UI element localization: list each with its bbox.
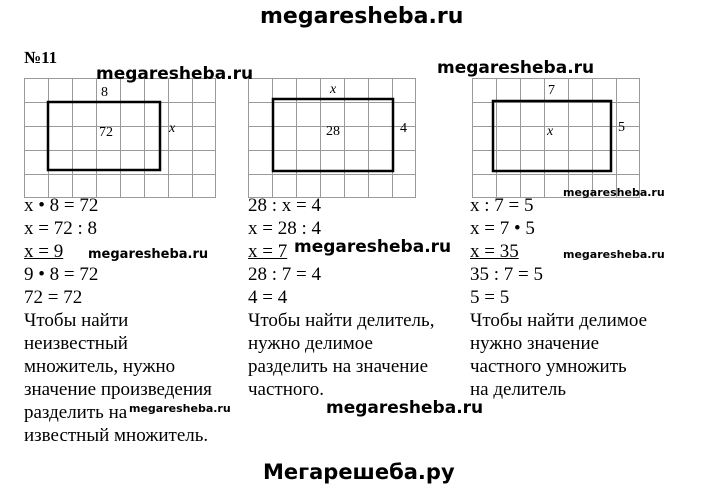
column-3 (470, 194, 647, 401)
answer-line: x = 9 (24, 241, 64, 262)
grid-figure-2 (248, 78, 416, 198)
column-2 (248, 194, 434, 401)
rule-line: множитель, нужно (24, 356, 176, 377)
grid-top-label: 8 (101, 85, 108, 100)
rule-line: Чтобы найти (24, 310, 129, 331)
rule-line: частного. (248, 379, 324, 400)
rule-line: Чтобы найти делимое (470, 310, 648, 331)
grid-side-label: 5 (618, 120, 625, 135)
equation-line: x • 8 = 72 (24, 195, 99, 216)
rule-line: нужно делимое (248, 333, 373, 354)
check-line: 9 • 8 = 72 (24, 264, 99, 285)
rule-line: на делитель (470, 379, 566, 400)
check-line: 72 = 72 (24, 287, 83, 308)
watermark-bottom-center: megaresheba.ru (326, 398, 484, 418)
grid-side-label: x (169, 121, 176, 136)
equation-line: x = 28 : 4 (248, 218, 321, 239)
watermark-small-right-1: megaresheba.ru (563, 186, 665, 199)
equation-line: x = 72 : 8 (24, 218, 97, 239)
rule-line: нужно значение (470, 333, 600, 354)
footer-site-name: Мегарешеба.ру (263, 460, 455, 484)
watermark-mid-center: megaresheba.ru (294, 237, 452, 257)
rule-line: известный множитель. (24, 425, 209, 446)
grid-figure-1 (24, 78, 216, 198)
rule-line: разделить на (24, 402, 128, 423)
check-line: 28 : 7 = 4 (248, 264, 321, 285)
rule-line: Чтобы найти делитель, (248, 310, 435, 331)
check-line: 5 = 5 (470, 287, 510, 308)
rule-line: значение произведения (24, 379, 212, 400)
rule-line: неизвестный (24, 333, 128, 354)
answer-line: x = 35 (470, 241, 519, 262)
check-line: 35 : 7 = 5 (470, 264, 543, 285)
grid-figure-3 (472, 78, 640, 198)
watermark-small-col1: megaresheba.ru (129, 402, 231, 415)
task-number: №11 (24, 48, 58, 67)
watermark-small-right-2: megaresheba.ru (563, 248, 665, 261)
watermark-mid-left: megaresheba.ru (96, 64, 254, 84)
grid-top-label: 7 (548, 83, 555, 98)
equation-line: x = 7 • 5 (470, 218, 535, 239)
rule-line: разделить на значение (248, 356, 429, 377)
watermark-mid-right: megaresheba.ru (437, 58, 595, 78)
rule-line: частного умножить (470, 356, 627, 377)
grid-svg-1 (24, 78, 216, 198)
equation-line: 28 : x = 4 (248, 195, 321, 216)
grid-top-label: x (330, 82, 337, 97)
equation-line: x : 7 = 5 (470, 195, 534, 216)
check-line: 4 = 4 (248, 287, 288, 308)
watermark-top: megaresheba.ru (260, 4, 464, 29)
answer-line: x = 7 (248, 241, 288, 262)
grid-center-label: 28 (326, 124, 340, 139)
grid-center-label: 72 (99, 125, 113, 140)
grid-svg-3 (472, 78, 640, 198)
grid-side-label: 4 (400, 121, 407, 136)
watermark-inline-col1: megaresheba.ru (88, 247, 209, 262)
grid-center-label: x (547, 124, 554, 139)
